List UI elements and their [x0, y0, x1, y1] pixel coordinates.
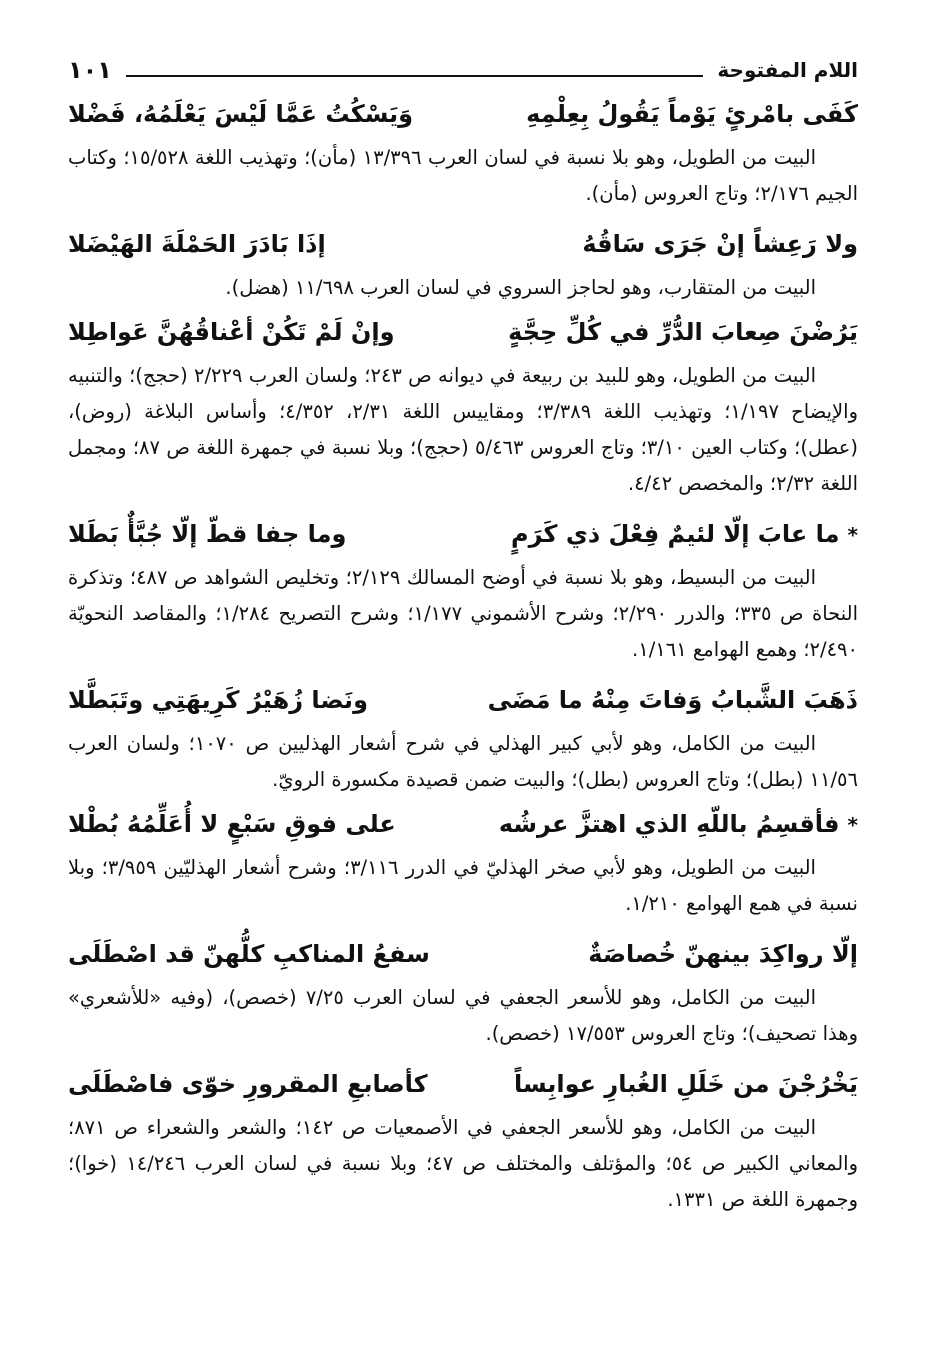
verse-line — [68, 932, 858, 980]
hemistich-second: كأصابعِ المقرورِ خوّى فاصْطَلَى — [68, 1070, 428, 1098]
verse-note: البيت من الكامل، وهو للأسعر الجعفي في لسان العرب ٧/٢٥ (خصص)، (وفيه «للأشعري» وهذا تصحيف)؛ وتاج العروس ١٧/٥٥٣ (خصص). — [68, 986, 858, 1045]
page-header — [68, 48, 858, 92]
hemistich-second: ونَضا زُهَيْرُ كَرِيهَتِي وتَبَطَّلا — [68, 686, 368, 714]
hemistich-first: ذَهَبَ الشَّبابُ وَفاتَ مِنْهُ ما مَضَى — [487, 686, 858, 714]
hemistich-first: *فأقسِمُ باللّهِ الذي اهتزَّ عرشُه — [498, 810, 858, 838]
verse-line — [68, 222, 858, 270]
verse-line — [68, 802, 858, 850]
section-title: اللام المفتوحة — [717, 58, 858, 82]
verse-note: البيت من الكامل، وهو لأبي كبير الهذلي في شرح أشعار الهذليين ص ١٠٧٠؛ ولسان العرب ١١/٥٦ (بطل)؛ وتاج العروس (بطل)؛ والبيت ضمن قصيدة مكسورة الرويّ. — [68, 732, 858, 791]
verse-note: البيت من الطويل، وهو للبيد بن ربيعة في ديوانه ص ٢٤٣؛ ولسان العرب ٢/٢٢٩ (حجج)؛ والتنبيه والإيضاح ١/١٩٧؛ وتهذيب اللغة ٣/٣٨٩؛ ومقاييس اللغة ٢/٣١، ٤/٣٥٢؛ وأساس البلاغة (روض)، (عطل)؛ وكتاب العين ٣/١٠؛ وتاج العروس ٥/٤٦٣ (حجج)؛ وبلا نسبة في جمهرة اللغة ص ٨٧؛ ومجمل اللغة ٢/٣٢؛ والمخصص ٤/٤٢. — [68, 364, 858, 495]
verse-entries — [68, 92, 858, 1218]
verse-line — [68, 310, 858, 358]
hemistich-second: وإنْ لَمْ تَكُنْ أعْناقُهُنَّ عَواطِلا — [68, 318, 395, 346]
hemistich-second: وَيَسْكُتُ عَمَّا لَيْسَ يَعْلَمُهُ، فَضْلا — [68, 100, 414, 128]
verse-note: البيت من المتقارب، وهو لحاجز السروي في لسان العرب ١١/٦٩٨ (هضل). — [225, 276, 816, 299]
verse-line — [68, 1062, 858, 1110]
verse-note: البيت من الكامل، وهو للأسعر الجعفي في الأصمعيات ص ١٤٢؛ والشعر والشعراء ص ٨٧١؛ والمعاني الكبير ص ٥٤؛ والمؤتلف والمختلف ص ٤٧؛ وبلا نسبة في لسان العرب ١٤/٢٤٦ (خوا)؛ وجمهرة اللغة ص ١٣٣١. — [68, 1116, 858, 1211]
verse-note: البيت من البسيط، وهو بلا نسبة في أوضح المسالك ٢/١٢٩؛ وتخليص الشواهد ص ٤٨٧؛ وتذكرة النحاة ص ٣٣٥؛ والدرر ٢/٢٩٠؛ وشرح الأشموني ١/١٧٧؛ وشرح التصريح ١/٢٨٤؛ والمقاصد النحويّة ٢/٤٩٠؛ وهمع الهوامع ١/١٦١. — [68, 566, 858, 661]
hemistich-first: يَخْرُجْنَ من خَلَلِ الغُبارِ عوابِساً — [513, 1070, 858, 1098]
verse-entry-3 — [68, 310, 858, 502]
hemistich-second: إذَا بَادَرَ الحَمْلَةَ الهَيْضَلا — [68, 230, 326, 258]
verse-line — [68, 92, 858, 140]
verse-entry-4 — [68, 512, 858, 668]
header-rule — [126, 75, 703, 77]
hemistich-first: كَفَى بامْرئٍ يَوْماً يَقُولُ بِعِلْمِهِ — [526, 100, 858, 128]
star-marker: * — [847, 813, 858, 837]
verse-entry-8 — [68, 1062, 858, 1218]
hemistich-first: *ما عابَ إلّا لئيمٌ فِعْلَ ذي كَرَمٍ — [511, 520, 858, 548]
verse-entry-5 — [68, 678, 858, 798]
hemistich-first: ولا رَعِشاً إنْ جَرَى سَاقُهُ — [582, 230, 858, 258]
page-number: ١٠١ — [68, 56, 112, 84]
verse-line — [68, 512, 858, 560]
hemistich-second: على فوقِ سَبْعٍ لا أُعَلِّمُهُ بُطْلا — [68, 810, 396, 838]
verse-line — [68, 678, 858, 726]
verse-entry-7 — [68, 932, 858, 1052]
verse-entry-2 — [68, 222, 858, 306]
star-marker: * — [847, 523, 858, 547]
hemistich-second: سفعُ المناكبِ كلُّهنّ قد اصْطَلَى — [68, 940, 430, 968]
hemistich-second: وما جفا قطّ إلّا جُبَّأٌ بَطَلا — [68, 520, 347, 548]
verse-note: البيت من الطويل، وهو لأبي صخر الهذليّ في الدرر ٣/١١٦؛ وشرح أشعار الهذليّين ٣/٩٥٩؛ وبلا نسبة في همع الهوامع ١/٢١٠. — [68, 856, 858, 915]
hemistich-first: إلّا رواكِدَ بينهنّ خُصاصَةٌ — [588, 940, 858, 968]
book-page — [68, 48, 858, 1338]
verse-entry-1 — [68, 92, 858, 212]
verse-entry-6 — [68, 802, 858, 922]
verse-note: البيت من الطويل، وهو بلا نسبة في لسان العرب ١٣/٣٩٦ (مأن)؛ وتهذيب اللغة ١٥/٥٢٨؛ وكتاب الجيم ٢/١٧٦؛ وتاج العروس (مأن). — [68, 146, 858, 205]
hemistich-first: يَرُضْنَ صِعابَ الدُّرِّ في كُلِّ حِجَّةٍ — [508, 318, 858, 346]
